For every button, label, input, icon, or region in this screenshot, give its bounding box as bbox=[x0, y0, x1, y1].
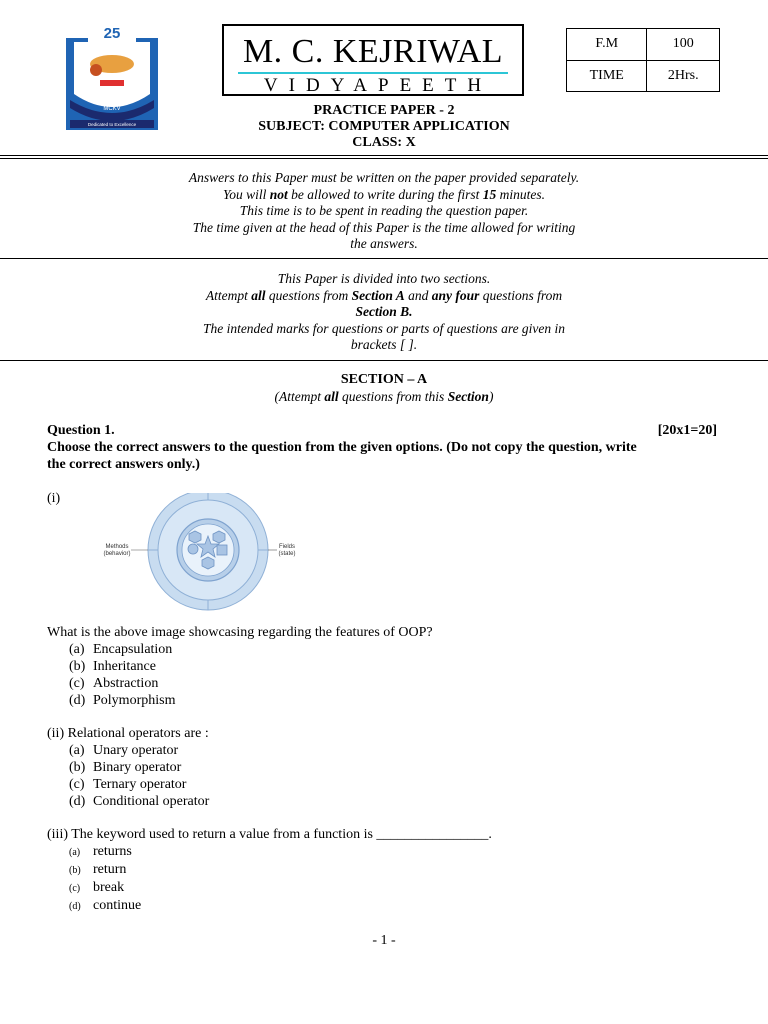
option-item: (d) Polymorphism bbox=[69, 693, 176, 708]
instruction-line: This time is to be spent in reading the question paper. bbox=[239, 203, 529, 219]
sub-question-i-text: What is the above image showcasing regarding the features of OOP? bbox=[47, 625, 433, 640]
option-item: (b) Binary operator bbox=[69, 760, 182, 775]
section-a-title: SECTION – A bbox=[340, 372, 428, 387]
question-label: Question 1. bbox=[47, 423, 115, 438]
class-line: CLASS: X bbox=[352, 135, 416, 150]
option-item: (b) return bbox=[69, 862, 127, 877]
paper-header bbox=[0, 103, 768, 151]
sub-question-ii-text: (ii) Relational operators are : bbox=[47, 726, 209, 741]
instruction-line: The intended marks for questions or parts of questions are given in bbox=[202, 320, 566, 336]
diagram-label-state: (state) bbox=[278, 551, 296, 557]
option-item: (a) Encapsulation bbox=[69, 642, 173, 657]
paper-title: PRACTICE PAPER - 2 bbox=[313, 103, 455, 118]
instructions-divider-2 bbox=[0, 360, 768, 361]
school-subtitle: VIDYAPEETH bbox=[263, 75, 493, 96]
sub-question-iii-options bbox=[47, 843, 141, 915]
logo-number: 25 bbox=[103, 25, 121, 42]
header-rule-bottom bbox=[0, 158, 768, 159]
option-item: (d) Conditional operator bbox=[69, 794, 210, 809]
instruction-line: brackets [ ]. bbox=[350, 337, 418, 353]
time-label: TIME bbox=[567, 60, 647, 92]
time-value: 2Hrs. bbox=[647, 60, 720, 92]
question-1-instruction: Choose the correct answers to the question from the given options. (Do not copy the question, write the correct answers only.) bbox=[47, 440, 637, 472]
subject-line: SUBJECT: COMPUTER APPLICATION bbox=[258, 119, 510, 134]
instruction-line: Answers to this Paper must be written on the paper provided separately. bbox=[188, 170, 580, 185]
question-marks: [20x1=20] bbox=[657, 423, 717, 438]
instruction-line: the answers. bbox=[350, 236, 418, 252]
option-item: (c) break bbox=[69, 880, 125, 895]
option-item: (a) returns bbox=[69, 844, 132, 859]
sub-question-i-label: (i) bbox=[47, 491, 61, 506]
diagram-label-methods: Methods bbox=[105, 544, 129, 550]
diagram-label-behavior: (behavior) bbox=[103, 551, 131, 557]
encapsulation-diagram bbox=[95, 493, 311, 613]
diagram-label-fields: Fields bbox=[278, 544, 296, 550]
instruction-line: Attempt all questions from Section A and any four questions from bbox=[205, 287, 563, 303]
fm-value: 100 bbox=[647, 29, 720, 61]
instructions-divider-1 bbox=[0, 258, 768, 259]
instruction-line: Section B. bbox=[355, 304, 413, 320]
option-item: (a) Unary operator bbox=[69, 743, 179, 758]
sub-question-ii-options bbox=[47, 742, 209, 810]
instructions-block-2 bbox=[0, 271, 768, 354]
page-number: - 1 - bbox=[372, 933, 396, 948]
header-rule-top bbox=[0, 155, 768, 156]
school-name: M. C. KEJRIWAL bbox=[242, 33, 504, 70]
school-title-box bbox=[222, 24, 524, 96]
logo-initials: MCKV bbox=[103, 106, 121, 112]
sub-question-iii-text: (iii) The keyword used to return a value from a function is ________________. bbox=[47, 827, 492, 842]
option-item: (b) Inheritance bbox=[69, 659, 156, 674]
marks-time-table bbox=[566, 28, 720, 92]
question-1-heading bbox=[47, 422, 717, 439]
option-item: (c) Ternary operator bbox=[69, 777, 187, 792]
option-item: (c) Abstraction bbox=[69, 676, 159, 691]
instruction-line: The time given at the head of this Paper is the time allowed for writing bbox=[192, 219, 576, 235]
title-underline bbox=[238, 72, 508, 74]
instruction-line: This Paper is divided into two sections. bbox=[277, 271, 491, 286]
fm-label: F.M bbox=[567, 29, 647, 61]
logo-motto: Dedicated to Excellence bbox=[87, 122, 137, 127]
section-a-header bbox=[0, 372, 768, 406]
option-item: (d) continue bbox=[69, 898, 142, 913]
sub-question-i-options bbox=[47, 641, 175, 709]
instructions-block-1 bbox=[0, 170, 768, 253]
section-a-subtitle: (Attempt all questions from this Section) bbox=[274, 389, 494, 404]
instruction-line: You will not be allowed to write during the first 15 minutes. bbox=[222, 186, 546, 202]
